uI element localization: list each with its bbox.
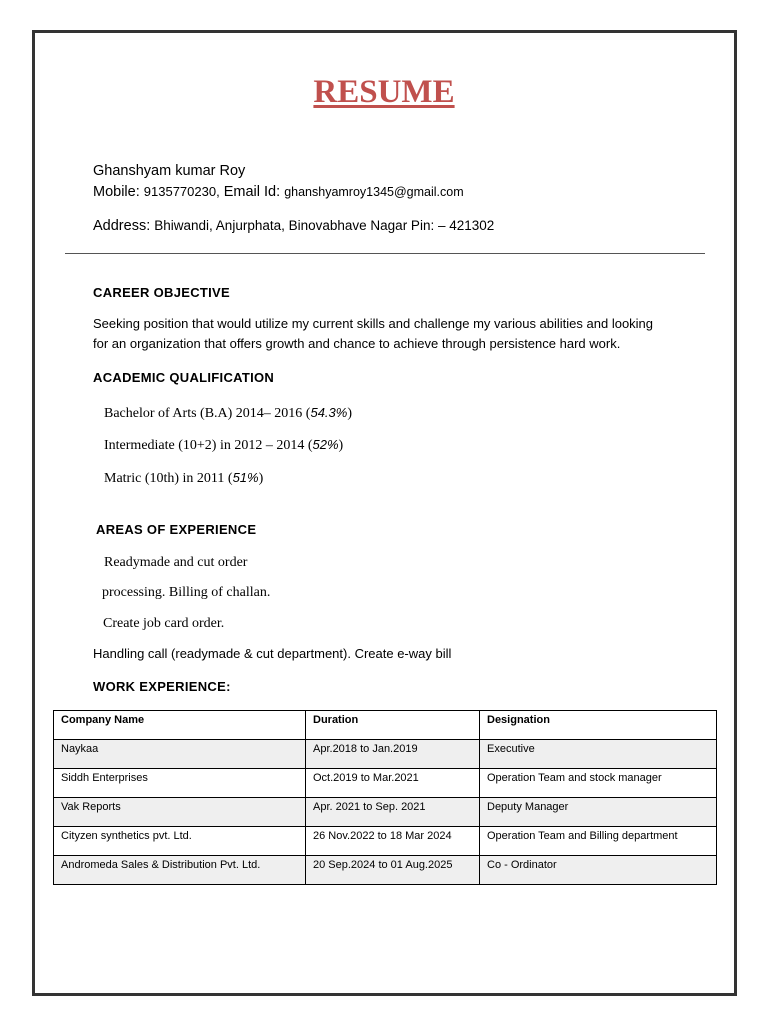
academic-qualification-heading: ACADEMIC QUALIFICATION (93, 370, 275, 385)
address-line (93, 218, 494, 234)
academic-item-text: Intermediate (10+2) in 2012 – 2014 ( (104, 438, 313, 453)
designation-cell: Operation Team and stock manager (480, 769, 717, 798)
academic-item-percent: 51% (232, 470, 259, 485)
company-cell: Cityzen synthetics pvt. Ltd. (54, 827, 306, 856)
academic-item-percent: 52% (312, 437, 339, 452)
table-row (54, 856, 717, 885)
header-divider (65, 253, 705, 254)
duration-cell: 26 Nov.2022 to 18 Mar 2024 (306, 827, 480, 856)
work-experience-table (53, 710, 717, 885)
designation-cell: Co - Ordinator (480, 856, 717, 885)
academic-item (104, 405, 352, 422)
career-objective-text (93, 314, 693, 354)
table-row (54, 827, 717, 856)
duration-cell: Apr. 2021 to Sep. 2021 (306, 798, 480, 827)
table-row (54, 740, 717, 769)
company-cell: Vak Reports (54, 798, 306, 827)
duration-cell: Oct.2019 to Mar.2021 (306, 769, 480, 798)
column-header: Designation (480, 711, 717, 740)
email-value: ghanshyamroy1345@gmail.com (284, 185, 464, 199)
areas-of-experience-heading: AREAS OF EXPERIENCE (96, 522, 257, 537)
company-cell: Naykaa (54, 740, 306, 769)
address-value: Bhiwandi, Anjurphata, Binovabhave Nagar Pin: – 421302 (154, 218, 495, 233)
table-row (54, 798, 717, 827)
resume-title: RESUME (313, 74, 455, 110)
academic-item-close: ) (338, 438, 344, 453)
academic-item-close: ) (258, 471, 264, 486)
table-row (54, 769, 717, 798)
column-header: Duration (306, 711, 480, 740)
experience-line: Readymade and cut order (104, 555, 248, 570)
duration-cell: 20 Sep.2024 to 01 Aug.2025 (306, 856, 480, 885)
academic-item-close: ) (347, 406, 353, 421)
experience-line: processing. Billing of challan. (102, 585, 271, 600)
email-label: Email Id: (223, 184, 281, 200)
academic-item-percent: 54.3% (310, 405, 348, 420)
career-objective-line: for an organization that offers growth and chance to achieve through persistence hard work. (93, 336, 621, 351)
academic-item (104, 470, 263, 487)
designation-cell: Executive (480, 740, 717, 769)
designation-cell: Deputy Manager (480, 798, 717, 827)
career-objective-heading: CAREER OBJECTIVE (93, 285, 230, 300)
experience-line: Handling call (readymade & cut department). Create e-way bill (93, 646, 452, 661)
mobile-value: 9135770230, (143, 184, 220, 199)
designation-cell: Operation Team and Billing department (480, 827, 717, 856)
table-header-row (54, 711, 717, 740)
career-objective-line: Seeking position that would utilize my current skills and challenge my various abilities and looking (93, 316, 654, 331)
contact-line (93, 184, 464, 200)
mobile-label: Mobile: (93, 184, 140, 200)
column-header: Company Name (54, 711, 306, 740)
candidate-name: Ghanshyam kumar Roy (93, 163, 246, 179)
academic-item (104, 437, 343, 454)
academic-item-text: Matric (10th) in 2011 ( (104, 471, 233, 486)
work-experience-heading: WORK EXPERIENCE: (93, 679, 231, 694)
address-label: Address: (93, 218, 151, 234)
company-cell: Siddh Enterprises (54, 769, 306, 798)
duration-cell: Apr.2018 to Jan.2019 (306, 740, 480, 769)
company-cell: Andromeda Sales & Distribution Pvt. Ltd. (54, 856, 306, 885)
academic-item-text: Bachelor of Arts (B.A) 2014– 2016 ( (104, 406, 311, 421)
experience-line: Create job card order. (103, 616, 225, 631)
